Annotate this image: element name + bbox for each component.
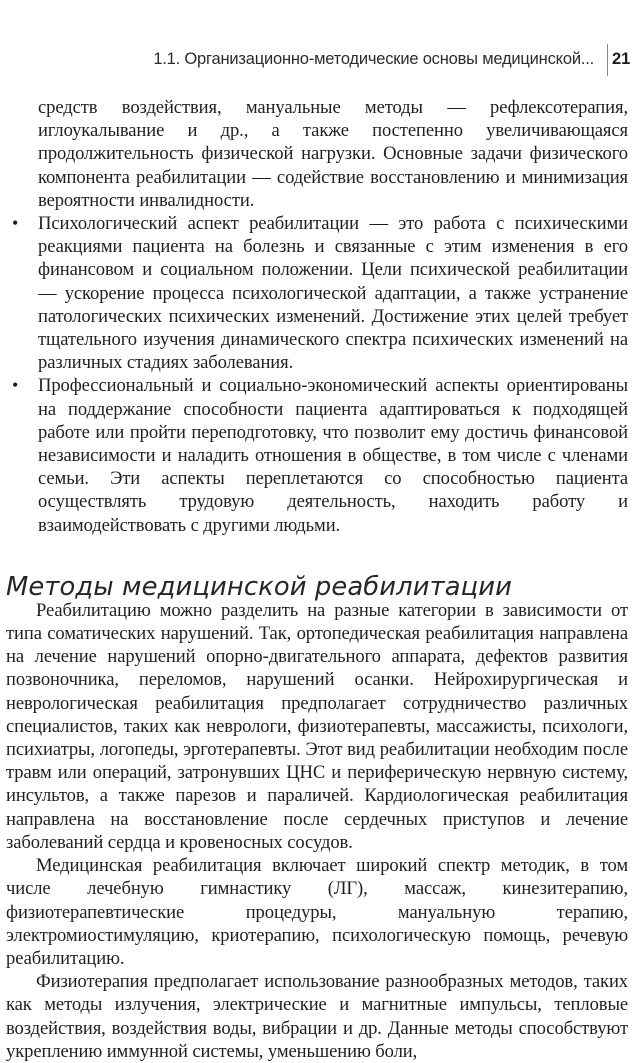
running-head-title: 1.1. Организационно-методические основы медицинской... <box>153 50 594 68</box>
section-heading-title: Методы медицинской реабилитации <box>6 572 512 603</box>
bullet-icon: • <box>12 213 19 234</box>
section-paragraph: Реабилитацию можно разделить на разные категории в зависимости от типа соматических нарушений. Так, ортопедическая реабилитация направлена на лечение нарушений опорно-двигательного аппарата, дефектов развития позвоночника, переломов, нарушений осанки. Нейрохирургическая и неврологическая реабилитация предполагает сотрудничество различных специалистов, таких как неврологи, физиотерапевты, массажисты, психологи, психиатры, логопеды, эрготерапевты. Этот вид реабилитации необходим после травм или операций, затронувших ЦНС и периферическую нервную систему, инсультов, а также парезов и параличей. Кардиологическая реабилитация направлена на восстановление после сердечных приступов и лечение заболеваний сердца и кровеносных сосудов. <box>6 599 628 853</box>
bullet-text: Психологический аспект реабилитации — это работа с психическими реакциями пациента на болезнь и связанные с этим изменения в его финансовом и социальном положении. Цели психической реабилитации — ускорение процесса психологической адаптации, а также устранение патологических психических изменений. Достижение этих целей требует тщательного изучения динамического спектра психических изменений на различных стадиях заболевания. <box>38 213 628 374</box>
intro-continuation-block <box>0 96 635 537</box>
intro-continuation-paragraph: средств воздействия, мануальные методы — рефлексотерапия, иглоукалывание и др., а также постепенно увеличивающаяся продолжительность физической нагрузки. Основные задачи физического компонента реабилитации — содействие восстановлению и минимизация вероятности инвалидности. <box>38 97 628 211</box>
section-paragraph: Медицинская реабилитация включает широкий спектр методик, в том числе лечебную гимнастику (ЛГ), массаж, кинезитерапию, физиотерапевтические процедуры, мануальную терапию, электромиостимуляцию, криотерапию, психологическую помощь, речевую реабилитацию. <box>6 855 628 969</box>
section-paragraph: Физиотерапия предполагает использование разнообразных методов, таких как методы излучения, электрические и магнитные импульсы, тепловые воздействия, воздействия воды, вибрации и др. Данные методы способствуют укреплению иммунной системы, уменьшению боли, <box>6 971 628 1062</box>
page-text <box>0 96 635 1063</box>
running-head-divider <box>607 44 608 76</box>
running-head <box>0 44 642 76</box>
section-body <box>0 599 635 1063</box>
aspects-bullet-list <box>12 212 628 537</box>
bullet-item-professional <box>12 374 628 536</box>
section-heading <box>0 537 635 603</box>
bullet-icon: • <box>12 375 19 396</box>
page-number: 21 <box>612 50 631 68</box>
bullet-text: Профессиональный и социально-экономический аспекты ориентированы на поддержание способности пациента адаптироваться к подходящей работе или пройти переподготовку, что позволит ему достичь финансовой независимости и наладить отношения в обществе, в том числе с членами семьи. Эти аспекты переплетаются со способностью пациента осуществлять трудовую деятельность, находить работу и взаимодействовать с другими людьми. <box>38 375 628 536</box>
bullet-item-psychological <box>12 212 628 374</box>
